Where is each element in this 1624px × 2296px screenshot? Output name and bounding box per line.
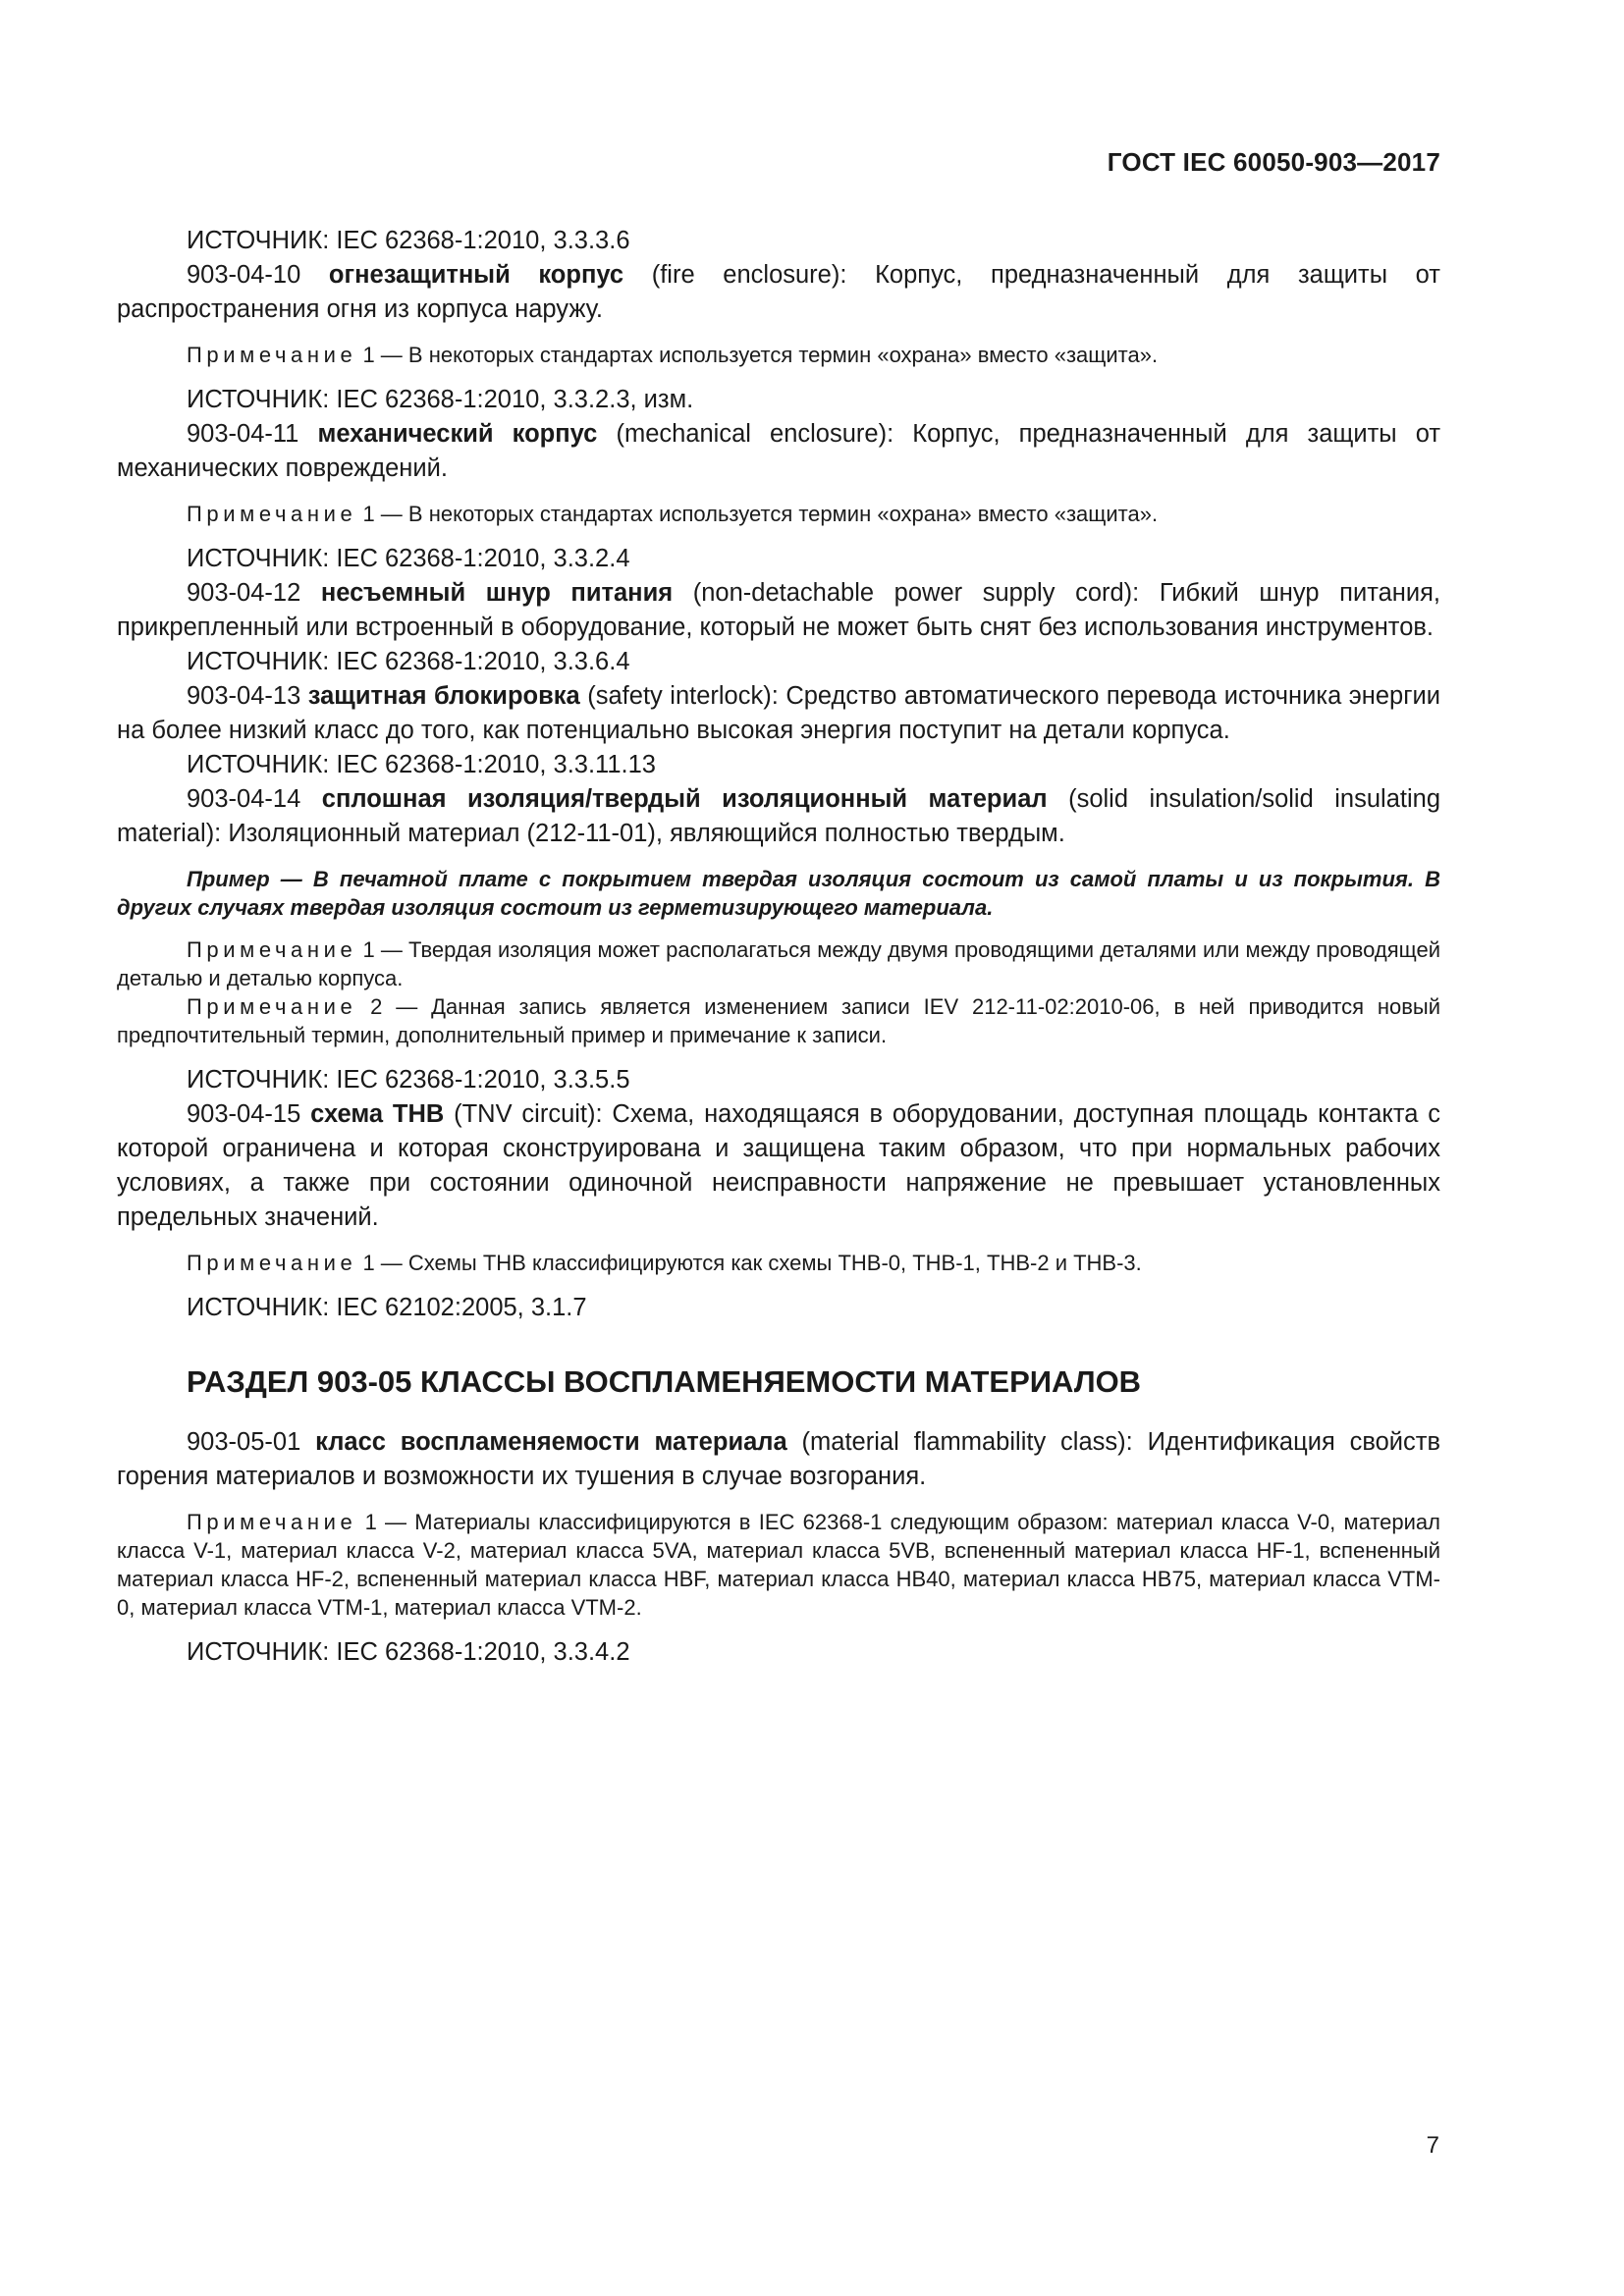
note-text: 1 — В некоторых стандартах используется термин «охрана» вместо «защита». [356,343,1159,367]
page-number: 7 [1426,2132,1439,2159]
term-definition: (mechanical enclosure): Корпус, предназначенный для защиты от механических повреждений. [117,420,1440,482]
example: Пример — В печатной плате с покрытием твердая изоляция состоит из самой платы и из покрытия. В других случаях твердая изоляция состоит из герметизирующего материала. [117,867,1440,920]
term-number: 903-04-15 [187,1100,311,1128]
note [117,341,1440,369]
note-text: 1 — Твердая изоляция может располагаться между двумя проводящими деталями или между проводящей деталью и деталью корпуса. [117,937,1440,990]
term-number: 903-04-12 [187,579,321,607]
term-definition: (safety interlock): Средство автоматического перевода источника энергии на более низкий класс до того, как потенциально высокая энергия поступит на детали корпуса. [117,682,1441,744]
note-label: Примечание [187,1251,357,1275]
term-number: 903-05-01 [187,1428,316,1456]
note-text: 1 — Материалы классифицируются в IEC 62368-1 следующим образом: материал класса V-0, материал класса V-1, материал класса V-2, материал класса 5VA, материал класса 5VB, вспененный материал класса HF-1, вспененный материал класса HF-2, вспененный материал класса HBF, материал класса HB40, материал класса HB75, материал класса VTM-0, материал класса VTM-1, материал класса VTM-2. [117,1510,1441,1620]
term-number: 903-04-11 [187,420,318,448]
note-label: Примечание [187,994,357,1019]
note-text: 1 — В некоторых стандартах используется термин «охрана» вместо «защита». [356,502,1159,526]
term-name: несъемный шнур питания [320,579,674,607]
term-entry-903-04-11 [117,417,1440,486]
note-text: 2 — Данная запись является изменением записи IEV 212-11-02:2010-06, в ней приводится новый предпочтительный термин, дополнительный пример и примечание к записи. [117,994,1440,1047]
term-number: 903-04-14 [187,785,322,813]
source-line: ИСТОЧНИК: IEC 62368-1:2010, 3.3.11.13 [187,751,656,778]
note-label: Примечание [187,343,357,367]
note-text: 1 — Схемы ТНВ классифицируются как схемы ТНВ-0, ТНВ-1, ТНВ-2 и ТНВ-3. [356,1251,1142,1275]
term-name: сплошная изоляция/твердый изоляционный материал [321,785,1048,813]
term-name: схема ТНВ [310,1100,445,1128]
note-label: Примечание [187,1510,357,1534]
source-line: ИСТОЧНИК: IEC 62368-1:2010, 3.3.2.3, изм. [187,386,694,413]
term-entry-903-04-14 [117,782,1440,851]
term-entry-903-05-01 [117,1425,1440,1494]
source-line: ИСТОЧНИК: IEC 62368-1:2010, 3.3.6.4 [187,648,630,675]
note [117,935,1440,992]
term-name: огнезащитный корпус [328,261,624,289]
term-name: механический корпус [317,420,598,448]
section-title: РАЗДЕЛ 903-05 КЛАССЫ ВОСПЛАМЕНЯЕМОСТИ МАТЕРИАЛОВ [187,1364,1142,1399]
term-definition: (non-detachable power supply cord): Гибкий шнур питания, прикрепленный или встроенный в оборудование, который не может быть снят без использования инструментов. [117,579,1440,641]
term-definition: (material flammability class): Идентификация свойств горения материалов и возможности их тушения в случае возгорания. [117,1428,1441,1490]
note [117,1249,1440,1277]
source-line: ИСТОЧНИК: IEC 62368-1:2010, 3.3.2.4 [187,545,630,572]
term-number: 903-04-13 [187,682,308,710]
term-entry-903-04-15 [117,1097,1440,1235]
note-label: Примечание [187,937,357,962]
term-entry-903-04-10 [117,258,1440,327]
term-definition: (TNV circuit): Схема, находящаяся в оборудовании, доступная площадь контакта с которой ограничена и которая сконструирована и защищена таким образом, что при нормальных рабочих условиях, а также при состоянии одиночной неисправности напряжение не превышает установленных предельных значений. [117,1100,1441,1231]
term-entry-903-04-13 [117,679,1440,748]
page-content [117,224,1440,1670]
term-definition: (solid insulation/solid insulating material): Изоляционный материал (212-11-01), являющийся полностью твердым. [117,785,1441,847]
note [117,1508,1440,1622]
source-line: ИСТОЧНИК: IEC 62102:2005, 3.1.7 [187,1294,587,1321]
document-code: ГОСТ IEC 60050-903—2017 [1107,147,1440,177]
source-line: ИСТОЧНИК: IEC 62368-1:2010, 3.3.4.2 [187,1638,630,1666]
source-line: ИСТОЧНИК: IEC 62368-1:2010, 3.3.5.5 [187,1066,630,1094]
term-number: 903-04-10 [187,261,329,289]
term-name: защитная блокировка [307,682,580,710]
note-label: Примечание [187,502,357,526]
source-line: ИСТОЧНИК: IEC 62368-1:2010, 3.3.3.6 [187,227,630,254]
term-entry-903-04-12 [117,576,1440,645]
note [117,992,1440,1049]
term-name: класс воспламеняемости материала [315,1428,787,1456]
term-definition: (fire enclosure): Корпус, предназначенный для защиты от распространения огня из корпуса наружу. [117,261,1440,323]
note [117,500,1440,528]
